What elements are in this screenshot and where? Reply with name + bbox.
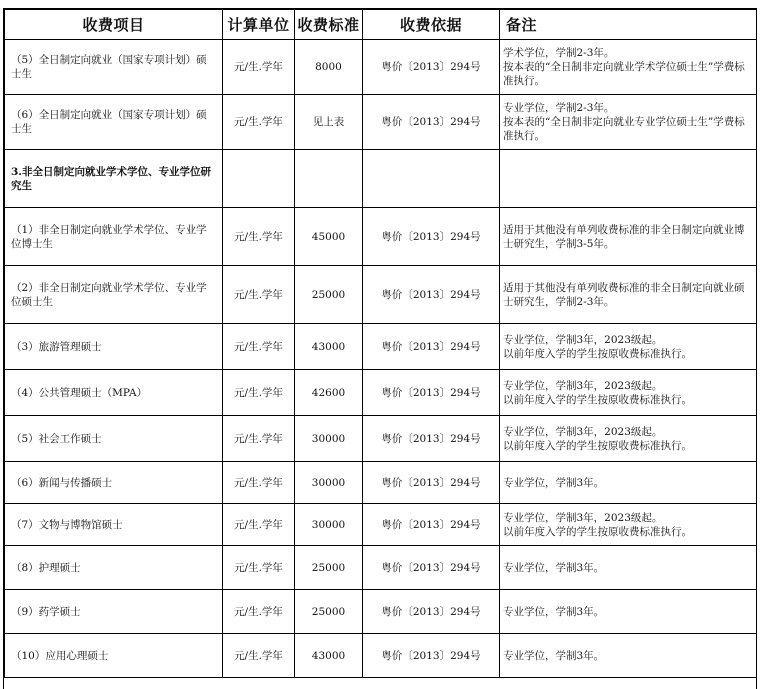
cell-basis: 粤价〔2013〕294号: [363, 208, 500, 266]
cell-standard: 25000: [295, 266, 363, 324]
note-line: 专业学位，学制3年，2023级起。: [503, 379, 663, 392]
cell-item: （10）应用心理硕士: [5, 634, 223, 678]
cell-basis: 粤价〔2013〕294号: [363, 266, 500, 324]
cell-basis: 粤价〔2013〕294号: [363, 546, 500, 590]
note-line: 以前年度入学的学生按原收费标准执行。: [503, 393, 692, 406]
table-row: [5, 462, 757, 504]
cell-unit: 元/生.学年: [223, 462, 295, 504]
cell-basis: 粤价〔2013〕294号: [363, 504, 500, 546]
table-row: [5, 546, 757, 590]
cell-standard: 25000: [295, 546, 363, 590]
cell-item: 3.非全日制定向就业学术学位、专业学位研究生: [5, 150, 223, 208]
note-line: 专业学位，学制3年。: [503, 649, 605, 662]
cell-standard: 43000: [295, 634, 363, 678]
note-line: 专业学位，学制3年。: [503, 561, 605, 574]
table-row: [5, 208, 757, 266]
cell-notes: [500, 416, 757, 462]
cell-notes: [500, 95, 757, 150]
note-line: 按本表的“全日制非定向就业学术学位硕士生”学费标准执行。: [503, 61, 745, 87]
cell-notes: [500, 208, 757, 266]
table-row: [5, 324, 757, 370]
cell-basis: [363, 150, 500, 208]
fee-table: [4, 9, 757, 678]
cell-notes: [500, 266, 757, 324]
cell-notes: [500, 370, 757, 416]
cell-item: （7）文物与博物馆硕士: [5, 504, 223, 546]
cell-standard: 25000: [295, 590, 363, 634]
cell-unit: 元/生.学年: [223, 95, 295, 150]
cell-standard: 43000: [295, 324, 363, 370]
cell-item: （9）药学硕士: [5, 590, 223, 634]
cell-notes: [500, 504, 757, 546]
cell-unit: 元/生.学年: [223, 634, 295, 678]
cell-unit: 元/生.学年: [223, 546, 295, 590]
note-line: 以前年度入学的学生按原收费标准执行。: [503, 439, 692, 452]
cell-notes: [500, 40, 757, 95]
note-line: 以前年度入学的学生按原收费标准执行。: [503, 525, 692, 538]
table-row: [5, 590, 757, 634]
note-line: 专业学位，学制3年，2023级起。: [503, 425, 663, 438]
cell-basis: 粤价〔2013〕294号: [363, 324, 500, 370]
table-row: [5, 634, 757, 678]
table-row: [5, 95, 757, 150]
header-row: [5, 10, 757, 40]
cell-basis: 粤价〔2013〕294号: [363, 370, 500, 416]
cell-item: （5）全日制定向就业（国家专项计划）硕士生: [5, 40, 223, 95]
note-line: 适用于其他没有单列收费标准的非全日制定向就业博士研究生，学制3-5年。: [503, 223, 745, 250]
note-line: 专业学位，学制2-3年。: [503, 102, 615, 114]
cell-item: （1）非全日制定向就业学术学位、专业学位博士生: [5, 208, 223, 266]
table-row: [5, 416, 757, 462]
cell-unit: 元/生.学年: [223, 590, 295, 634]
table-row: [5, 266, 757, 324]
header-standard: 收费标准: [295, 10, 363, 40]
cell-item: （2）非全日制定向就业学术学位、专业学位硕士生: [5, 266, 223, 324]
cell-standard: 30000: [295, 504, 363, 546]
cell-notes: [500, 324, 757, 370]
header-basis: 收费依据: [363, 10, 500, 40]
cell-notes: [500, 150, 757, 208]
note-line: 学术学位，学制2-3年。: [503, 47, 615, 59]
cell-unit: 元/生.学年: [223, 40, 295, 95]
cell-unit: 元/生.学年: [223, 266, 295, 324]
cell-unit: 元/生.学年: [223, 324, 295, 370]
cell-standard: 30000: [295, 462, 363, 504]
cell-item: （6）全日制定向就业（国家专项计划）硕士生: [5, 95, 223, 150]
cell-basis: 粤价〔2013〕294号: [363, 40, 500, 95]
note-line: 专业学位，学制3年。: [503, 476, 605, 489]
cell-notes: [500, 590, 757, 634]
cell-standard: 见上表: [295, 95, 363, 150]
cell-notes: [500, 546, 757, 590]
cell-standard: 45000: [295, 208, 363, 266]
cell-standard: [295, 150, 363, 208]
header-notes: 备注: [500, 10, 757, 40]
header-item: 收费项目: [5, 10, 223, 40]
cell-standard: 8000: [295, 40, 363, 95]
cell-unit: [223, 150, 295, 208]
table-row: [5, 150, 757, 208]
cell-basis: 粤价〔2013〕294号: [363, 416, 500, 462]
note-line: 专业学位，学制3年，2023级起。: [503, 333, 663, 346]
table-row: [5, 40, 757, 95]
note-line: 专业学位，学制3年，2023级起。: [503, 511, 663, 524]
cell-item: （4）公共管理硕士（MPA）: [5, 370, 223, 416]
cell-notes: [500, 634, 757, 678]
cell-basis: 粤价〔2013〕294号: [363, 634, 500, 678]
cell-basis: 粤价〔2013〕294号: [363, 590, 500, 634]
table-row: [5, 370, 757, 416]
cell-unit: 元/生.学年: [223, 370, 295, 416]
cell-item: （5）社会工作硕士: [5, 416, 223, 462]
table-row: [5, 504, 757, 546]
cell-basis: 粤价〔2013〕294号: [363, 95, 500, 150]
cell-item: （8）护理硕士: [5, 546, 223, 590]
fee-table-sheet: [3, 8, 757, 689]
note-line: 按本表的“全日制非定向就业专业学位硕士生”学费标准执行。: [503, 116, 745, 142]
cell-unit: 元/生.学年: [223, 416, 295, 462]
cell-standard: 42600: [295, 370, 363, 416]
cell-notes: [500, 462, 757, 504]
cell-basis: 粤价〔2013〕294号: [363, 462, 500, 504]
note-line: 以前年度入学的学生按原收费标准执行。: [503, 347, 692, 360]
cell-item: （6）新闻与传播硕士: [5, 462, 223, 504]
note-line: 专业学位，学制3年。: [503, 605, 605, 618]
cell-standard: 30000: [295, 416, 363, 462]
cell-item: （3）旅游管理硕士: [5, 324, 223, 370]
cell-unit: 元/生.学年: [223, 208, 295, 266]
fee-table-body: [5, 40, 757, 678]
header-unit: 计算单位: [223, 10, 295, 40]
cell-unit: 元/生.学年: [223, 504, 295, 546]
note-line: 适用于其他没有单列收费标准的非全日制定向就业硕士研究生，学制2-3年。: [503, 281, 745, 308]
